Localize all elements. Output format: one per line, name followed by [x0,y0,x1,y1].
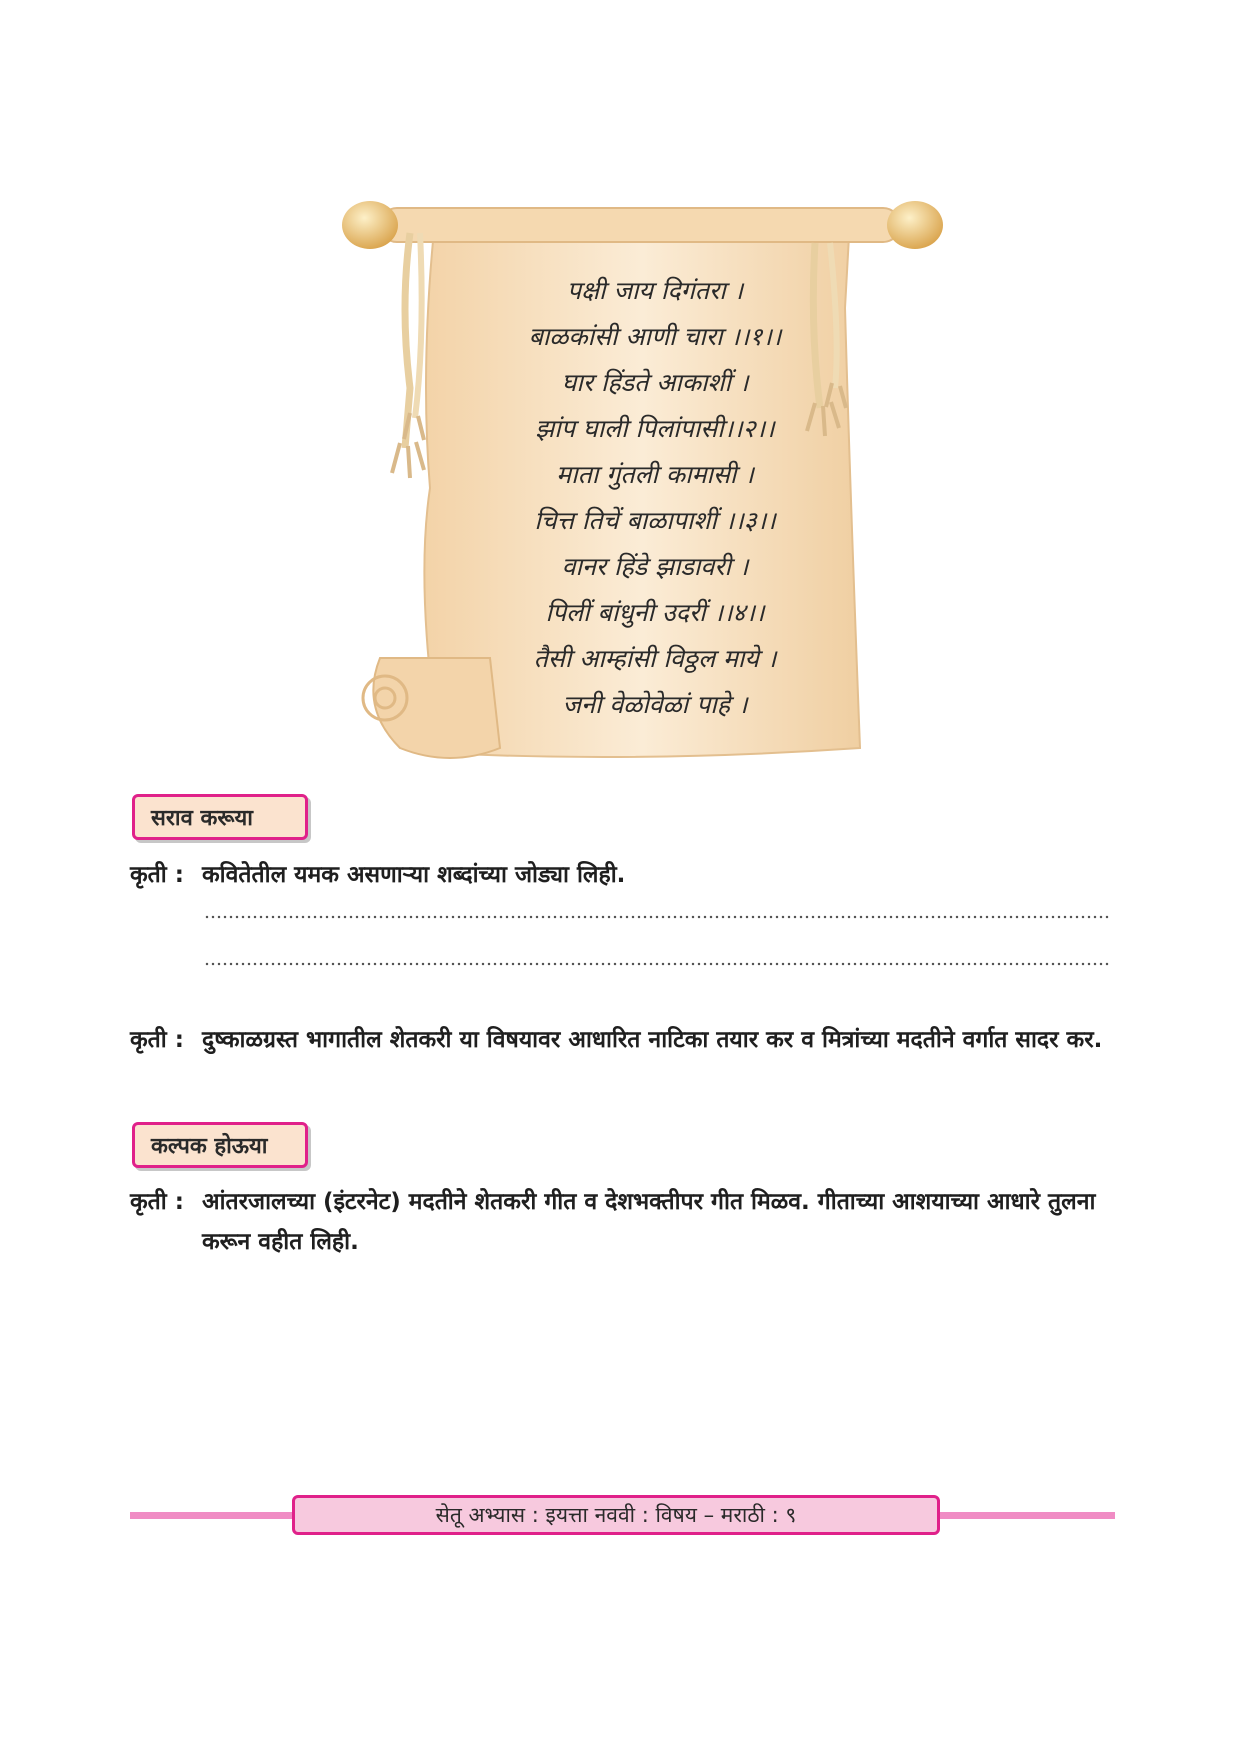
answer-line[interactable] [204,915,1110,919]
poem-scroll [340,188,960,778]
task-text: आंतरजालच्या (इंटरनेट) मदतीने शेतकरी गीत व देशभक्तीपर गीत मिळव. गीताच्या आशयाच्या आधारे तुलना करून वहीत लिही. [202,1189,1096,1255]
task-prefix: कृती : [130,1189,184,1215]
answer-line[interactable] [204,962,1110,966]
task-text: कवितेतील यमक असणाऱ्या शब्दांच्या जोड्या लिही. [202,862,626,888]
task-item [130,855,1115,897]
task-item [130,1182,1115,1266]
poem-line: तैसी आम्हांसी विठ्ठल माये । [533,644,777,673]
task-prefix: कृती : [130,862,184,888]
poem-text [510,268,800,728]
page-footer: सेतू अभ्यास : इयत्ता नववी : विषय – मराठी : ९ [292,1495,940,1535]
poem-line: पिलीं बांधुनी उदरीं ।।४।। [545,598,765,627]
poem-line: चित्त तिचें बाळापाशीं ।।३।। [534,506,776,535]
poem-line: पक्षी जाय दिगंतरा । [566,276,744,305]
task-item [130,1020,1115,1104]
section-label-creative: कल्पक होऊया [132,1122,308,1168]
poem-line: घार हिंडते आकाशीं । [561,368,749,397]
poem-line: माता गुंतली कामासी । [556,460,754,489]
poem-line: बाळकांसी आणी चारा ।।१।। [528,322,782,351]
poem-line: वानर हिंडे झाडावरी । [561,552,749,581]
section-label-practice: सराव करूया [132,794,308,840]
poem-line: झांप घाली पिलांपासी।।२।। [535,414,775,443]
task-prefix: कृती : [130,1027,184,1053]
poem-line: जनी वेळोवेळां पाहे । [562,690,748,719]
task-text: दुष्काळग्रस्त भागातील शेतकरी या विषयावर आधारित नाटिका तयार कर व मित्रांच्या मदतीने वर्गात सादर कर. [202,1027,1103,1053]
